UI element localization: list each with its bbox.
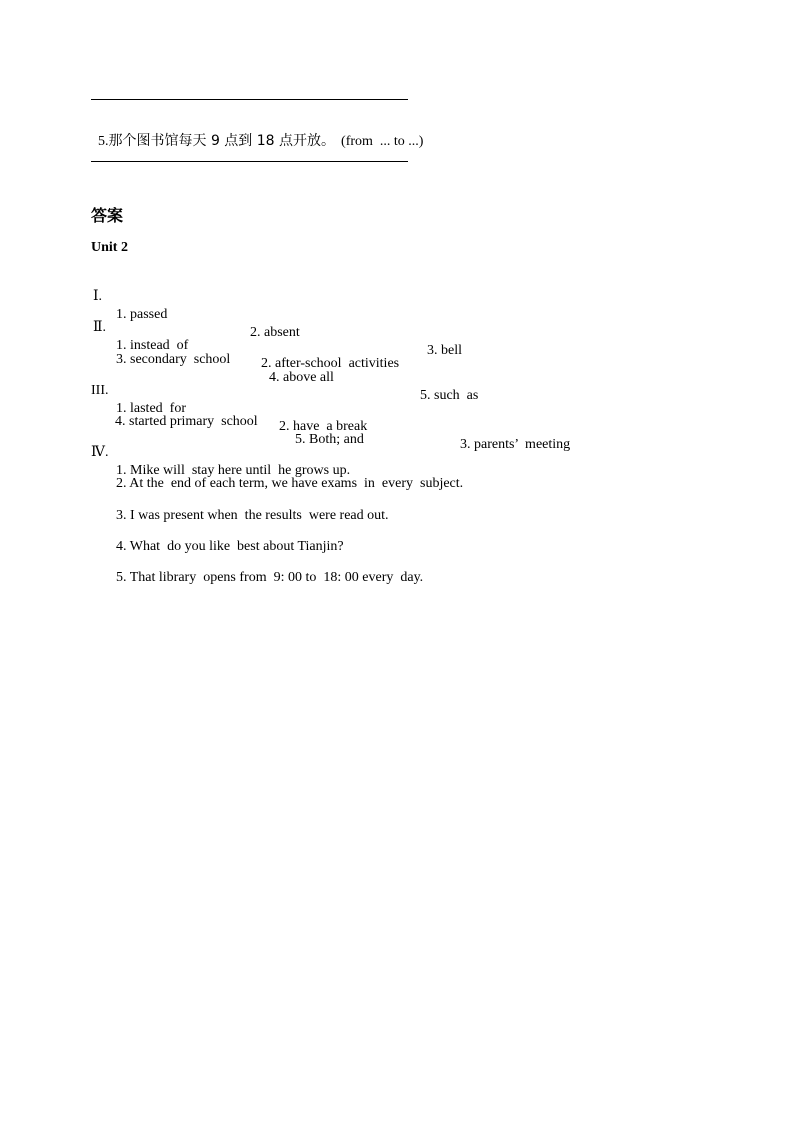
answer-line-1 xyxy=(91,99,408,100)
section-4-row-5 xyxy=(91,551,691,587)
section-4-item-2: 2. At the end of each term, we have exams in every subject. xyxy=(116,476,464,491)
answers-heading: 答案 xyxy=(91,206,124,225)
question-5-number: 5. xyxy=(98,134,109,149)
section-4-row-2 xyxy=(91,457,691,493)
unit-title: Unit 2 xyxy=(91,240,128,255)
question-5 xyxy=(91,114,423,151)
section-4-item-4: 4. What do you like best about Tianjin? xyxy=(116,539,344,554)
section-2-item-2: 2. after-school activities xyxy=(261,356,400,371)
section-2-item-5: 5. such as xyxy=(420,388,479,403)
question-5-chinese: 那个图书馆每天 9 点到 18 点开放。 xyxy=(108,133,336,149)
section-3-item-3: 3. parents’ meeting xyxy=(460,437,571,452)
section-3-item-4: 4. started primary school xyxy=(115,414,258,429)
section-1-item-3: 3. bell xyxy=(427,343,462,358)
section-1-item-1: 1. passed xyxy=(116,307,168,322)
section-4-item-5: 5. That library opens from 9: 00 to 18: 00 every day. xyxy=(116,570,424,585)
section-4-item-3: 3. I was present when the results were read out. xyxy=(116,508,389,523)
section-2-numeral: Ⅱ. xyxy=(93,320,107,335)
question-5-hint: (from ... to ...) xyxy=(341,134,424,149)
section-3-item-2: 2. have a break xyxy=(279,419,368,434)
section-3-item-5: 5. Both; and xyxy=(295,432,364,447)
answer-line-2 xyxy=(91,161,408,162)
section-3-item-1: 1. lasted for xyxy=(116,401,186,416)
section-4-item-1: 1. Mike will stay here until he grows up. xyxy=(116,463,351,478)
section-4-numeral: Ⅳ. xyxy=(91,445,109,460)
section-2-item-4: 4. above all xyxy=(269,370,334,385)
section-2-item-3: 3. secondary school xyxy=(116,352,231,367)
section-3-numeral: III. xyxy=(91,383,109,398)
section-2-item-1: 1. instead of xyxy=(116,338,189,353)
section-1-numeral: Ⅰ. xyxy=(93,289,103,304)
section-1-item-2: 2. absent xyxy=(250,325,300,340)
